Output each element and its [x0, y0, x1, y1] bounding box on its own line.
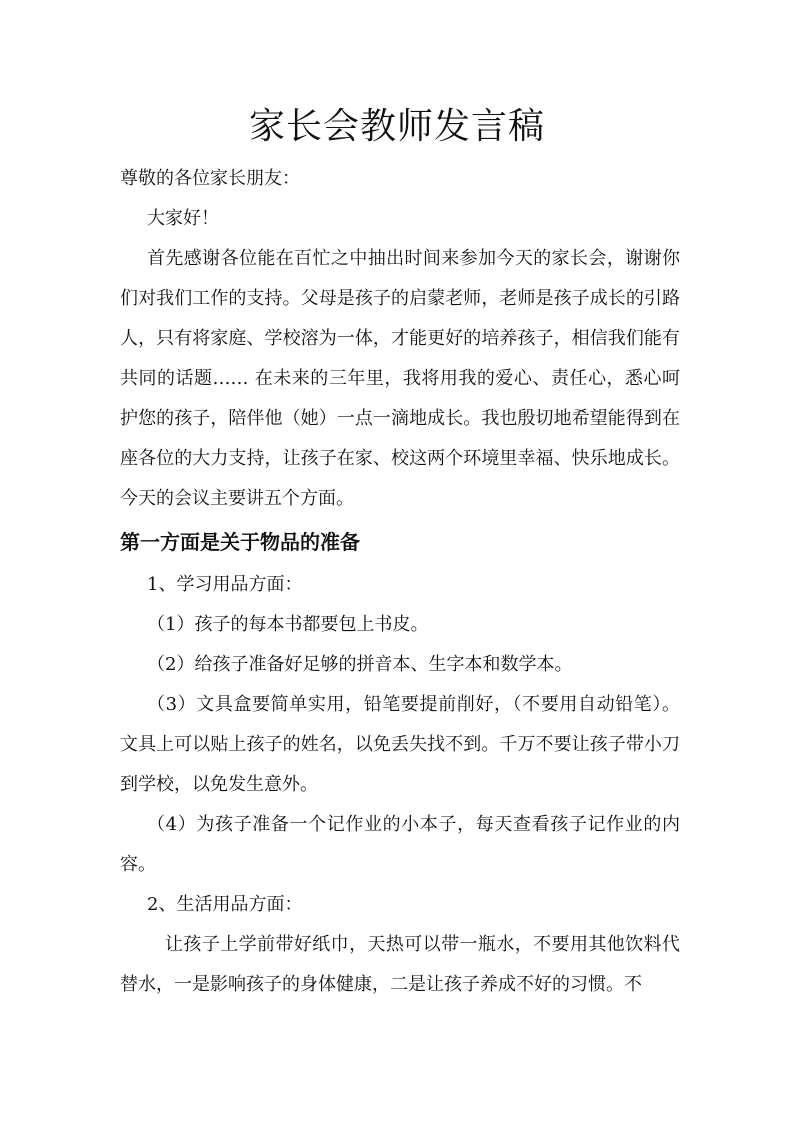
- list-item: （3）文具盒要简单实用，铅笔要提前削好，（不要用自动铅笔）。文具上可以贴上孩子的姓名，以免丢失找不到。千万不要让孩子带小刀到学校，以免发生意外。: [120, 694, 680, 795]
- document-body: [120, 159, 680, 1005]
- intro-paragraph: 首先感谢各位能在百忙之中抽出时间来参加今天的家长会，谢谢你们对我们工作的支持。父母是孩子的启蒙老师，老师是孩子成长的引路人，只有将家庭、学校溶为一体，才能更好的培养孩子，相信我们能有共同的话题…… 在未来的三年里，我将用我的爱心、责任心，悉心呵护您的孩子，陪伴他（她）一点一滴地成长。我也殷切地希望能得到在座各位的大力支持，让孩子在家、校这两个环境里幸福、快乐地成长。今天的会议主要讲五个方面。: [120, 248, 680, 509]
- item-title: 2、生活用品方面：: [147, 894, 303, 915]
- list-item: （1）孩子的每本书都要包上书皮。: [147, 614, 429, 635]
- paragraph: 让孩子上学前带好纸巾，天热可以带一瓶水，不要用其他饮料代替水，一是影响孩子的身体健康，二是让孩子养成不好的习惯。不: [120, 934, 680, 995]
- salutation: 尊敬的各位家长朋友：: [120, 168, 300, 189]
- greeting: 大家好！: [147, 208, 219, 229]
- section-heading: 第一方面是关于物品的准备: [120, 530, 360, 554]
- list-item: （4）为孩子准备一个记作业的小本子，每天查看孩子记作业的内容。: [120, 814, 680, 875]
- item-title: 1、学习用品方面：: [147, 574, 303, 595]
- document-title: 家长会教师发言稿: [248, 106, 545, 147]
- list-item: （2）给孩子准备好足够的拼音本、生字本和数学本。: [147, 654, 573, 675]
